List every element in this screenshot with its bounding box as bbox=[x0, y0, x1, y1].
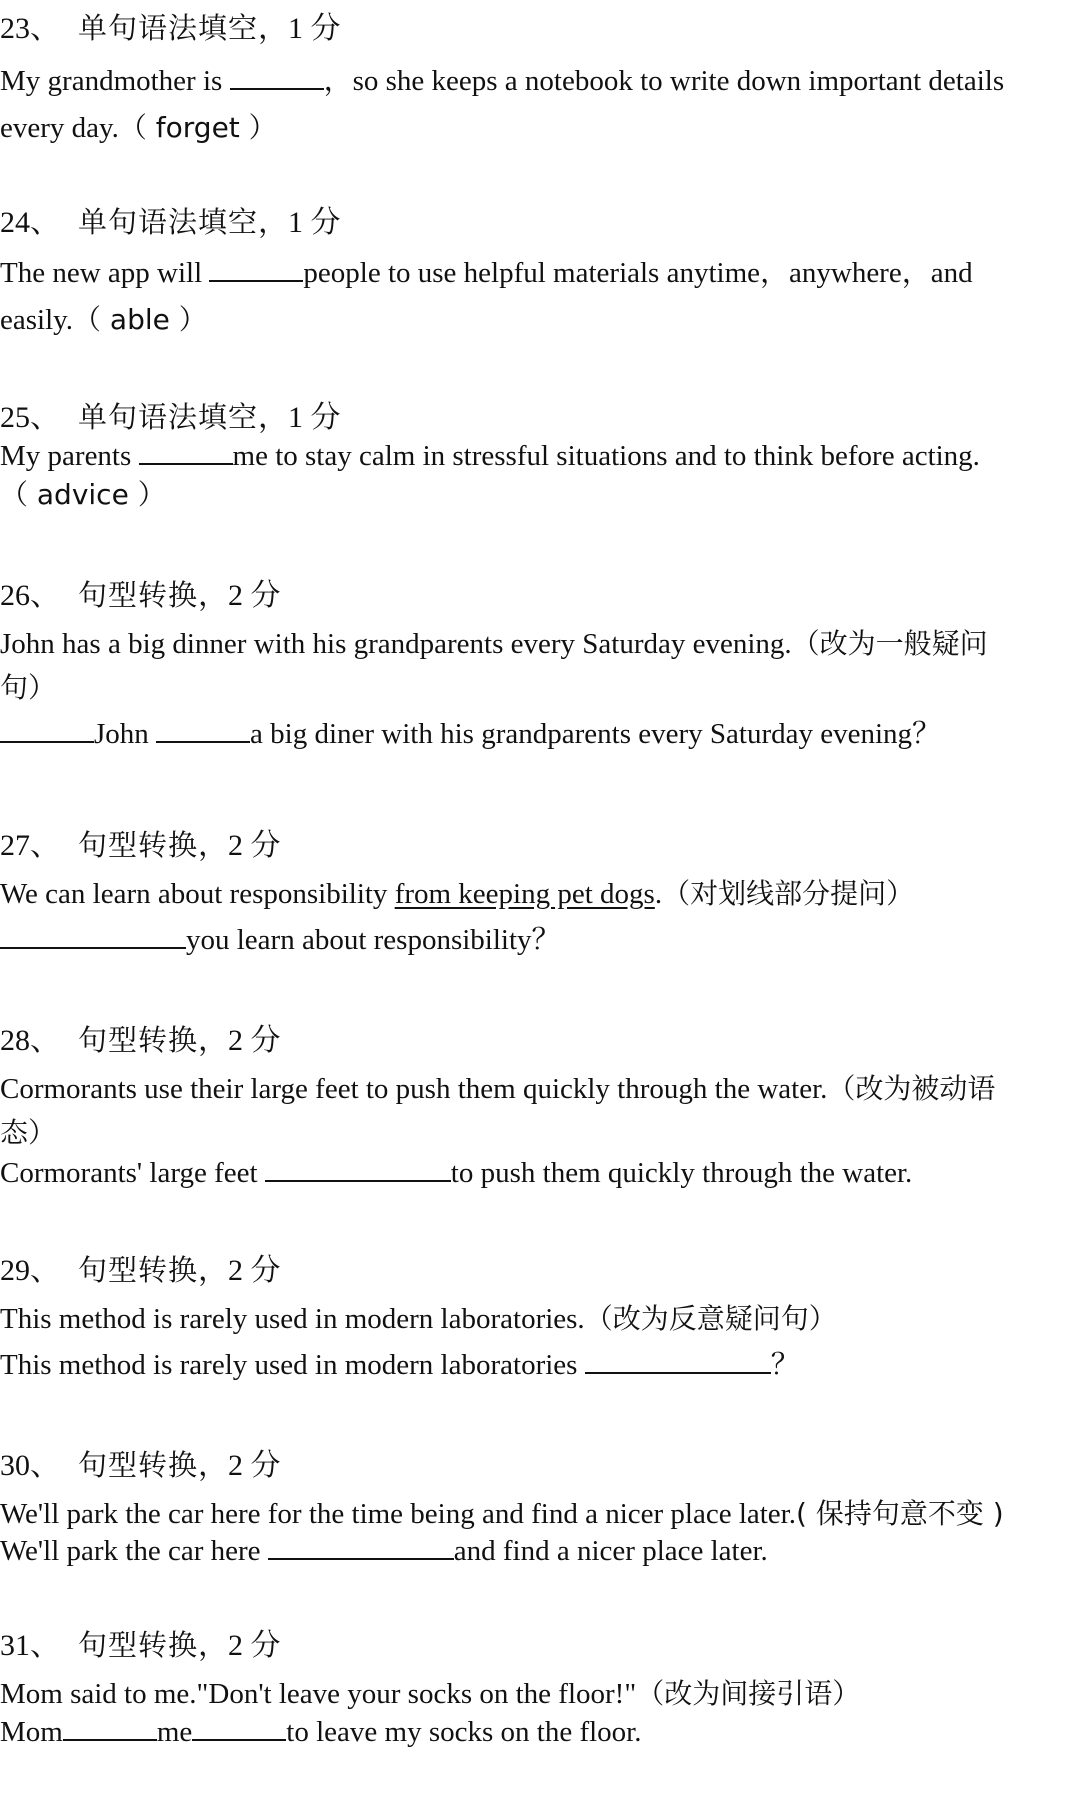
text-segment: a big diner with his grandparents every Saturday evening？ bbox=[250, 718, 942, 750]
question-score: ，1 分 bbox=[258, 206, 341, 239]
answer-blank[interactable] bbox=[156, 717, 250, 743]
question-text-line bbox=[0, 64, 1080, 98]
question-text-line bbox=[0, 671, 1080, 705]
question-header bbox=[0, 1248, 1080, 1292]
question-25 bbox=[0, 395, 1080, 512]
question-text-line bbox=[0, 877, 1080, 911]
question-score: ，2 分 bbox=[198, 829, 281, 862]
question-type: 句型转换 bbox=[78, 578, 199, 612]
answer-blank[interactable] bbox=[139, 439, 233, 465]
question-number: 24、 bbox=[0, 206, 60, 239]
question-type: 句型转换 bbox=[78, 828, 199, 862]
instruction-text: （改为反意疑问句） bbox=[584, 1302, 837, 1335]
question-text-line bbox=[0, 1497, 1080, 1531]
text-segment: you learn about responsibility？ bbox=[186, 924, 561, 956]
question-31 bbox=[0, 1623, 1080, 1749]
question-number: 30、 bbox=[0, 1449, 60, 1482]
question-text-line bbox=[0, 1156, 1080, 1190]
text-segment: We'll park the car here bbox=[0, 1535, 268, 1567]
question-text-line bbox=[0, 111, 1080, 145]
text-segment: My parents bbox=[0, 440, 139, 472]
question-score: ，2 分 bbox=[198, 1254, 281, 1287]
text-segment: ，so she keeps a notebook to write down important details bbox=[323, 65, 1005, 97]
question-score: ，1 分 bbox=[258, 12, 341, 45]
instruction-text: （对划线部分提问） bbox=[662, 877, 915, 910]
question-text-line bbox=[0, 1072, 1080, 1106]
answer-blank[interactable] bbox=[0, 923, 186, 949]
question-header bbox=[0, 1623, 1080, 1667]
question-text-line bbox=[0, 1116, 1080, 1150]
hint-text: （ advice ） bbox=[0, 478, 166, 511]
text-segment: This method is rarely used in modern laboratories. bbox=[0, 1303, 585, 1335]
question-text-line bbox=[0, 1677, 1080, 1711]
question-number: 26、 bbox=[0, 579, 60, 612]
question-text-line bbox=[0, 303, 1080, 337]
answer-blank[interactable] bbox=[265, 1156, 451, 1182]
text-segment: me to stay calm in stressful situations and to think before acting. bbox=[232, 440, 980, 472]
question-score: ，1 分 bbox=[258, 401, 341, 434]
answer-blank[interactable] bbox=[585, 1348, 771, 1374]
instruction-text: ( 保持句意不变 ) bbox=[796, 1497, 1004, 1530]
instruction-text: （改为被动语 bbox=[827, 1072, 996, 1105]
text-segment: John bbox=[94, 718, 157, 750]
text-segment: ？ bbox=[770, 1349, 800, 1381]
question-text-line bbox=[0, 256, 1080, 290]
text-segment: John has a big dinner with his grandparents every Saturday evening. bbox=[0, 628, 792, 660]
text-segment: This method is rarely used in modern laboratories bbox=[0, 1349, 585, 1381]
text-segment: . bbox=[654, 878, 663, 910]
question-score: ，2 分 bbox=[198, 579, 281, 612]
question-text-line bbox=[0, 923, 1080, 957]
question-score: ，2 分 bbox=[198, 1449, 281, 1482]
answer-blank[interactable] bbox=[192, 1715, 286, 1741]
question-text-line bbox=[0, 1534, 1080, 1568]
text-segment: and find a nicer place later. bbox=[453, 1535, 768, 1567]
question-header bbox=[0, 573, 1080, 617]
question-header bbox=[0, 395, 1080, 439]
text-segment: to leave my socks on the floor. bbox=[286, 1716, 642, 1748]
answer-blank[interactable] bbox=[209, 256, 303, 282]
question-text-line bbox=[0, 1715, 1080, 1749]
question-text-line bbox=[0, 627, 1080, 661]
hint-text: （ able ） bbox=[73, 303, 207, 336]
question-header bbox=[0, 1018, 1080, 1062]
answer-blank[interactable] bbox=[268, 1534, 454, 1560]
question-text-line bbox=[0, 1302, 1080, 1336]
question-26 bbox=[0, 573, 1080, 751]
question-27 bbox=[0, 823, 1080, 957]
question-text-line bbox=[0, 1348, 1080, 1382]
question-header bbox=[0, 823, 1080, 867]
instruction-text: （改为间接引语） bbox=[636, 1677, 861, 1710]
question-24 bbox=[0, 200, 1080, 337]
question-number: 23、 bbox=[0, 12, 60, 45]
answer-blank[interactable] bbox=[230, 64, 324, 90]
text-segment: Mom said to me."Don't leave your socks on the floor!" bbox=[0, 1678, 637, 1710]
question-type: 单句语法填空 bbox=[78, 205, 259, 239]
question-score: ，2 分 bbox=[198, 1629, 281, 1662]
question-type: 句型转换 bbox=[78, 1253, 199, 1287]
text-segment: easily. bbox=[0, 304, 74, 336]
text-segment: We'll park the car here for the time being and find a nicer place later. bbox=[0, 1498, 796, 1530]
question-header bbox=[0, 200, 1080, 244]
question-type: 句型转换 bbox=[78, 1628, 199, 1662]
answer-blank[interactable] bbox=[63, 1715, 157, 1741]
question-header bbox=[0, 1443, 1080, 1487]
text-segment: The new app will bbox=[0, 257, 210, 289]
question-type: 句型转换 bbox=[78, 1023, 199, 1057]
hint-text: （ forget ） bbox=[118, 111, 277, 144]
text-segment: Cormorants use their large feet to push them quickly through the water. bbox=[0, 1073, 828, 1105]
question-type: 单句语法填空 bbox=[78, 400, 259, 434]
question-type: 句型转换 bbox=[78, 1448, 199, 1482]
text-segment: me bbox=[156, 1716, 193, 1748]
question-number: 25、 bbox=[0, 401, 60, 434]
question-23 bbox=[0, 6, 1080, 145]
text-segment: every day. bbox=[0, 112, 119, 144]
text-segment: to push them quickly through the water. bbox=[450, 1157, 913, 1189]
text-segment: My grandmother is bbox=[0, 65, 230, 97]
answer-blank[interactable] bbox=[0, 717, 94, 743]
question-number: 27、 bbox=[0, 829, 60, 862]
question-text-line bbox=[0, 717, 1080, 751]
instruction-text: （改为一般疑问 bbox=[791, 627, 988, 660]
underlined-text: from keeping pet dogs bbox=[394, 878, 655, 910]
question-type: 单句语法填空 bbox=[78, 11, 259, 45]
question-number: 31、 bbox=[0, 1629, 60, 1662]
question-30 bbox=[0, 1443, 1080, 1568]
question-28 bbox=[0, 1018, 1080, 1190]
instruction-text: 句） bbox=[0, 671, 57, 704]
question-text-line bbox=[0, 439, 1080, 473]
question-text-line bbox=[0, 478, 1080, 512]
question-score: ，2 分 bbox=[198, 1024, 281, 1057]
question-number: 29、 bbox=[0, 1254, 60, 1287]
instruction-text: 态） bbox=[0, 1116, 57, 1149]
question-29 bbox=[0, 1248, 1080, 1382]
text-segment: Cormorants' large feet bbox=[0, 1157, 265, 1189]
text-segment: Mom bbox=[0, 1716, 63, 1748]
text-segment: people to use helpful materials anytime，anywhere，and bbox=[303, 257, 973, 289]
text-segment: We can learn about responsibility bbox=[0, 878, 395, 910]
question-header bbox=[0, 6, 1080, 50]
question-number: 28、 bbox=[0, 1024, 60, 1057]
